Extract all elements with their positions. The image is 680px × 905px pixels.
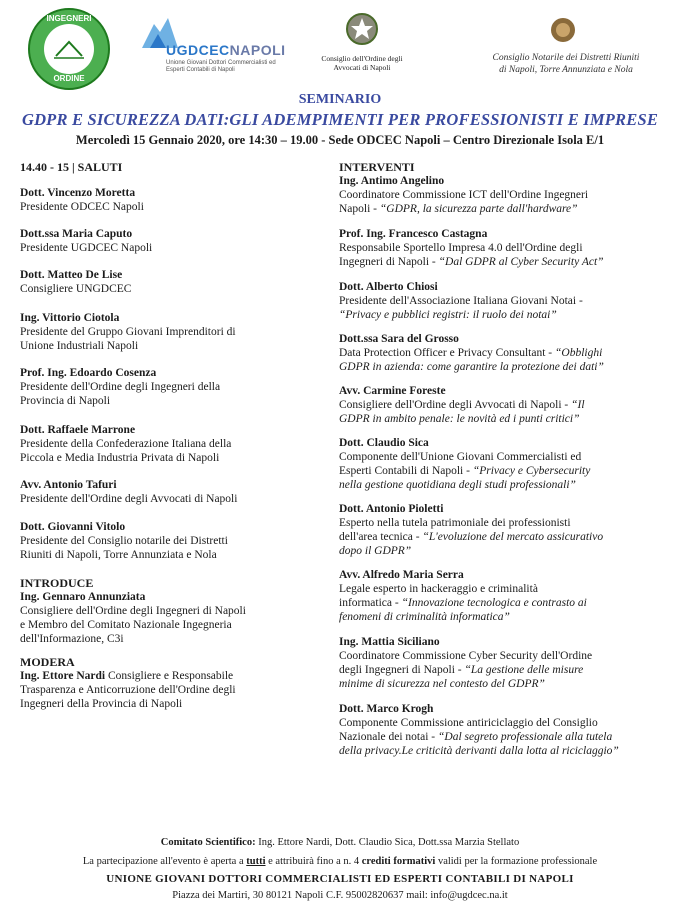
- speaker-role: Presidente del Consiglio notarile dei Distretti: [20, 535, 228, 547]
- role-text: Presidente dell'Associazione Italiana Giovani Notai -: [339, 295, 583, 307]
- participation-note: La partecipazione all'evento è aperta a tutti e attribuirà fino a n. 4 crediti formativi validi per la formazione professionale: [82, 856, 598, 867]
- talk-title: “Privacy e Cybersecurity: [472, 465, 591, 477]
- role-line: e Membro del Comitato Nazionale Ingegneria: [20, 619, 232, 631]
- speaker-name: Dott. Alberto Chiosi: [339, 281, 438, 293]
- role-text: Coordinatore Commissione ICT dell'Ordine Ingegneri: [339, 189, 589, 201]
- saluti-header: 14.40 - 15 | SALUTI: [20, 160, 123, 174]
- speaker-name: Avv. Antonio Tafuri: [20, 479, 117, 491]
- saluti-item: [20, 520, 325, 562]
- intervento-item: [339, 502, 669, 558]
- speaker-role: Provincia di Napoli: [20, 395, 111, 407]
- ugdcec-name: UGDCECNAPOLI: [166, 42, 286, 58]
- introduce-role: [20, 604, 325, 646]
- talk-title: nella gestione quotidiana degli studi professionali”: [339, 479, 576, 491]
- intervento-item: [339, 227, 669, 269]
- speaker-name: Prof. Ing. Francesco Castagna: [339, 228, 488, 240]
- role-text: Data Protection Officer e Privacy Consultant -: [339, 347, 555, 359]
- speaker-role: Presidente ODCEC Napoli: [20, 201, 144, 213]
- role-text: Componente dell'Unione Giovani Commercialisti ed: [339, 451, 582, 463]
- intervento-line: [339, 716, 669, 730]
- speaker-name: Avv. Carmine Foreste: [339, 385, 446, 397]
- date-line: Mercoledì 15 Gennaio 2020, ore 14:30 – 19.00 - Sede ODCEC Napoli – Centro Direzionale Isola E/1: [75, 133, 605, 147]
- right-column: [339, 160, 669, 758]
- modera-header: MODERA: [20, 655, 75, 669]
- speaker-name: Dott. Vincenzo Moretta: [20, 187, 136, 199]
- intervento-line: [339, 450, 669, 464]
- role-text: degli Ingegneri di Napoli -: [339, 664, 465, 676]
- intervento-item: [339, 384, 669, 426]
- role-line: Consigliere dell'Ordine degli Ingegneri di Napoli: [20, 605, 246, 617]
- role-text: Esperto nella tutela patrimoniale dei professionisti: [339, 517, 571, 529]
- organizer-name: UNIONE GIOVANI DOTTORI COMMERCIALISTI ED ESPERTI CONTABILI DI NAPOLI: [106, 873, 574, 885]
- speaker-name: Ing. Vittorio Ciotola: [20, 312, 120, 324]
- saluti-item: [20, 227, 325, 255]
- role-line: Ingegneri della Provincia di Napoli: [20, 698, 183, 710]
- talk-title: “La gestione delle misure: [464, 664, 584, 676]
- saluti-item: [20, 311, 325, 353]
- introduce-header: INTRODUCE: [20, 576, 94, 590]
- intervento-item: [339, 174, 669, 216]
- talk-title: “Privacy e pubblici registri: il ruolo dei notai”: [339, 309, 557, 321]
- talk-title: minime di sicurezza nel contesto del GDPR”: [339, 678, 545, 690]
- interventi-header: INTERVENTI: [339, 160, 415, 174]
- notarile-emblem-icon: [549, 14, 577, 46]
- speaker-name: Prof. Ing. Edoardo Cosenza: [20, 367, 157, 379]
- seminario-label: SEMINARIO: [298, 92, 382, 107]
- speaker-name: Dott. Marco Krogh: [339, 703, 434, 715]
- talk-title: “Dal GDPR al Cyber Security Act”: [438, 256, 604, 268]
- modera-line: [20, 669, 325, 683]
- talk-title: “Innovazione tecnologica e contrasto ai: [401, 597, 587, 609]
- speaker-name: Dott. Matteo De Lise: [20, 269, 123, 281]
- role-line: Trasparenza e Anticorruzione dell'Ordine degli: [20, 684, 236, 696]
- ugdcec-logo: [140, 12, 290, 72]
- speaker-name: Avv. Alfredo Maria Serra: [339, 569, 464, 581]
- intervento-line: [339, 188, 669, 202]
- talk-title: GDPR in ambito penale: le novità ed i punti critici”: [339, 413, 580, 425]
- intervento-line: [339, 596, 669, 610]
- saluti-list: [20, 186, 325, 562]
- modera-role-first: Consigliere e Responsabile: [105, 670, 234, 682]
- saluti-item: [20, 186, 325, 214]
- speaker-role: Presidente dell'Ordine degli Ingegneri della: [20, 381, 221, 393]
- talk-title: della privacy.Le criticità derivanti dalla lotta al riciclaggio”: [339, 745, 619, 757]
- speaker-role: Presidente della Confederazione Italiana della: [20, 438, 232, 450]
- intervento-line: [339, 241, 669, 255]
- interventi-list: [339, 174, 669, 758]
- talk-title: fenomeni di criminalità informatica”: [339, 611, 510, 623]
- intervento-item: [339, 702, 669, 758]
- speaker-role: Unione Industriali Napoli: [20, 340, 139, 352]
- role-text: Legale esperto in hackeraggio e criminalità: [339, 583, 538, 595]
- introduce-name: Ing. Gennaro Annunziata: [20, 591, 146, 603]
- intervento-line: [339, 346, 669, 360]
- talk-title: “GDPR, la sicurezza parte dall'hardware”: [379, 203, 578, 215]
- role-text: dell'area tecnica -: [339, 531, 423, 543]
- intervento-line: [339, 582, 669, 596]
- logo1-top-text: INGEGNERI: [46, 14, 92, 23]
- talk-title: “L'evoluzione del mercato assicurativo: [422, 531, 604, 543]
- page-title: GDPR E SICUREZZA DATI:GLI ADEMPIMENTI PER PROFESSIONISTI E IMPRESE: [21, 110, 659, 129]
- speaker-name: Dott. Raffaele Marrone: [20, 424, 136, 436]
- speaker-role: Presidente UGDCEC Napoli: [20, 242, 153, 254]
- saluti-item: [20, 423, 325, 465]
- role-text: Nazionale dei notai -: [339, 731, 438, 743]
- role-text: Responsabile Sportello Impresa 4.0 dell'Ordine degli: [339, 242, 583, 254]
- intervento-line: [339, 308, 669, 322]
- role-text: Ingegneri di Napoli -: [339, 256, 439, 268]
- intervento-line: [339, 202, 669, 216]
- role-text: Coordinatore Commissione Cyber Security dell'Ordine: [339, 650, 593, 662]
- talk-title: “Dal segreto professionale alla tutela: [438, 731, 613, 743]
- intervento-line: [339, 649, 669, 663]
- speaker-name: Ing. Antimo Angelino: [339, 175, 445, 187]
- talk-title: “Obblighi: [555, 347, 603, 359]
- intervento-line: [339, 610, 669, 624]
- speaker-name: Dott. Claudio Sica: [339, 437, 429, 449]
- intervento-line: [339, 412, 669, 426]
- intervento-item: [339, 436, 669, 492]
- intervento-item: [339, 332, 669, 374]
- role-text: Consigliere dell'Ordine degli Avvocati di Napoli -: [339, 399, 572, 411]
- intervento-line: [339, 530, 669, 544]
- modera-role: [20, 683, 325, 711]
- intervento-line: [339, 744, 669, 758]
- intervento-line: [339, 360, 669, 374]
- speaker-role: Piccola e Media Industria Privata di Napoli: [20, 452, 220, 464]
- intervento-line: [339, 464, 669, 478]
- saluti-item: [20, 268, 325, 296]
- intervento-line: [339, 516, 669, 530]
- talk-title: dopo il GDPR”: [339, 545, 412, 557]
- intervento-line: [339, 730, 669, 744]
- intervento-line: [339, 544, 669, 558]
- republic-emblem-icon: [345, 12, 379, 46]
- intervento-item: [339, 568, 669, 624]
- talk-title: GDPR in azienda: come garantire la protezione dei dati”: [339, 361, 604, 373]
- role-line: dell'Informazione, C3i: [20, 633, 124, 645]
- role-text: Componente Commissione antiriciclaggio del Consiglio: [339, 717, 598, 729]
- compass-icon: [44, 24, 94, 74]
- role-text: Esperti Contabili di Napoli -: [339, 465, 473, 477]
- speaker-role: Consigliere UNGDCEC: [20, 283, 132, 295]
- speaker-role: Presidente dell'Ordine degli Avvocati di Napoli: [20, 493, 238, 505]
- ugdcec-subtitle: Unione Giovani Dottori Commercialisti ed Esperti Contabili di Napoli: [166, 60, 276, 73]
- speaker-name: Dott.ssa Sara del Grosso: [339, 333, 459, 345]
- header-logos: [0, 0, 680, 88]
- left-column: [20, 160, 325, 711]
- speaker-role: Riuniti di Napoli, Torre Annunziata e Nola: [20, 549, 217, 561]
- speaker-name: Ing. Mattia Siciliano: [339, 636, 440, 648]
- organizer-address: Piazza dei Martiri, 30 80121 Napoli C.F. 95002820637 mail: info@ugdcec.na.it: [172, 890, 508, 901]
- intervento-line: [339, 294, 669, 308]
- intervento-line: [339, 677, 669, 691]
- role-text: informatica -: [339, 597, 402, 609]
- avvocati-logo-text: Consiglio dell'Ordine degli Avvocati di Napoli: [321, 54, 403, 72]
- intervento-line: [339, 478, 669, 492]
- intervento-line: [339, 255, 669, 269]
- intervento-item: [339, 635, 669, 691]
- saluti-item: [20, 366, 325, 408]
- intervento-line: [339, 663, 669, 677]
- ordine-ingegneri-logo: [28, 8, 110, 90]
- modera-name: Ing. Ettore Nardi: [20, 670, 106, 682]
- speaker-role: Presidente del Gruppo Giovani Imprenditori di: [20, 326, 236, 338]
- intervento-line: [339, 398, 669, 412]
- comitato-scientifico: Comitato Scientifico: Ing. Ettore Nardi, Dott. Claudio Sica, Dott.ssa Marzia Stellato: [160, 837, 520, 848]
- role-text: Napoli -: [339, 203, 380, 215]
- speaker-name: Dott.ssa Maria Caputo: [20, 228, 133, 240]
- notarile-logo-text: Consiglio Notarile dei Distretti Riuniti di Napoli, Torre Annunziata e Nola: [492, 53, 640, 75]
- talk-title: “Il: [571, 399, 585, 411]
- logo1-bottom-text: ORDINE: [53, 74, 85, 83]
- logo1-inner: [44, 24, 94, 74]
- speaker-name: Dott. Giovanni Vitolo: [20, 521, 126, 533]
- intervento-item: [339, 280, 669, 322]
- speaker-name: Dott. Antonio Pioletti: [339, 503, 444, 515]
- saluti-item: [20, 478, 325, 506]
